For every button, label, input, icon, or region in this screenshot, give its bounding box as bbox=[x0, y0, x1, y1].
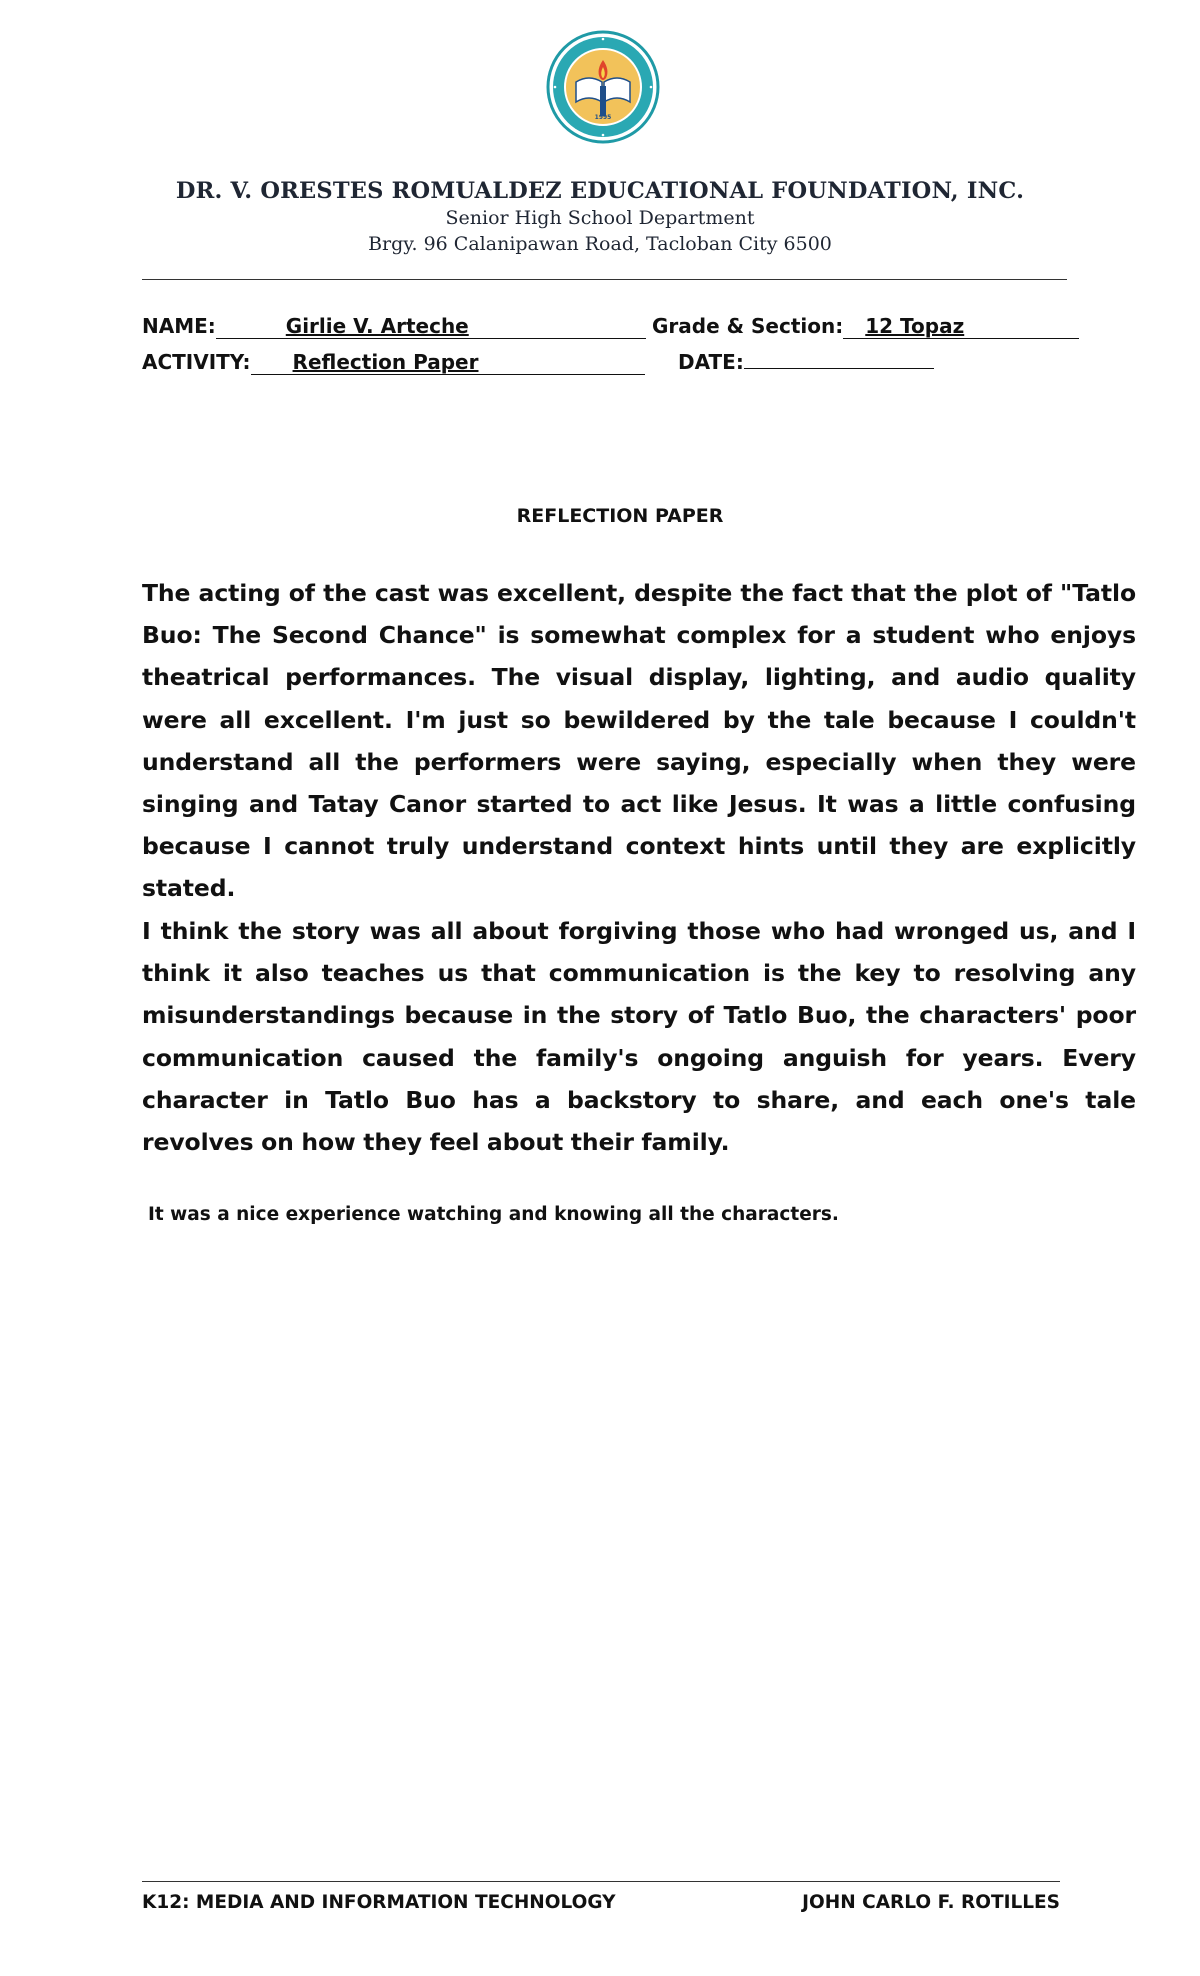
body-paragraph-1: The acting of the cast was excellent, despite the fact that the plot of "Tatlo Buo: The Second Chance" is somewhat complex for a student who enjoys theatrical performances. The visual display, lighting, and audio quality were all excellent. I'm just so bewildered by the tale because I couldn't understand all the performers were saying, especially when they were singing and Tatay Canor started to act like Jesus. It was a little confusing because I cannot truly understand context hints until they are explicitly stated. bbox=[142, 579, 1136, 903]
activity-field bbox=[142, 350, 645, 375]
body-paragraph-2: I think the story was all about forgiving those who had wronged us, and I think it also teaches us that communication is the key to resolving any misunderstandings because in the story of Tatlo Buo, the characters' poor communication caused the family's ongoing anguish for years. Every character in Tatlo Buo has a backstory to share, and each one's tale revolves on how they feel about their family. bbox=[142, 917, 1136, 1157]
school-address: Brgy. 96 Calanipawan Road, Tacloban City 6500 bbox=[368, 233, 832, 255]
name-label: NAME: bbox=[142, 314, 216, 338]
body-paragraph-3: It was a nice experience watching and knowing all the characters. bbox=[148, 1204, 839, 1225]
school-name: DR. V. ORESTES ROMUALDEZ EDUCATIONAL FOUNDATION, INC. bbox=[175, 178, 1025, 204]
header-divider bbox=[142, 279, 1067, 280]
activity-line bbox=[251, 350, 645, 375]
footer-teacher: JOHN CARLO F. ROTILLES bbox=[802, 1892, 1060, 1913]
seal-year: 1995 bbox=[594, 114, 612, 121]
activity-value: Reflection Paper bbox=[292, 350, 479, 374]
grade-section-value: 12 Topaz bbox=[865, 314, 965, 338]
name-field bbox=[142, 314, 646, 339]
grade-section-line bbox=[843, 314, 1079, 339]
school-seal-icon bbox=[546, 30, 660, 144]
paper-title: REFLECTION PAPER bbox=[516, 505, 724, 527]
footer-course: K12: MEDIA AND INFORMATION TECHNOLOGY bbox=[142, 1892, 616, 1913]
name-value: Girlie V. Arteche bbox=[285, 314, 469, 338]
date-line bbox=[744, 368, 934, 369]
name-line bbox=[216, 314, 646, 339]
activity-label: ACTIVITY: bbox=[142, 350, 251, 374]
grade-section-field bbox=[652, 314, 1079, 339]
date-label: DATE: bbox=[678, 350, 744, 374]
date-field bbox=[678, 350, 934, 374]
department-name: Senior High School Department bbox=[445, 207, 755, 229]
footer-divider bbox=[142, 1881, 1060, 1882]
grade-section-label: Grade & Section: bbox=[652, 314, 844, 338]
